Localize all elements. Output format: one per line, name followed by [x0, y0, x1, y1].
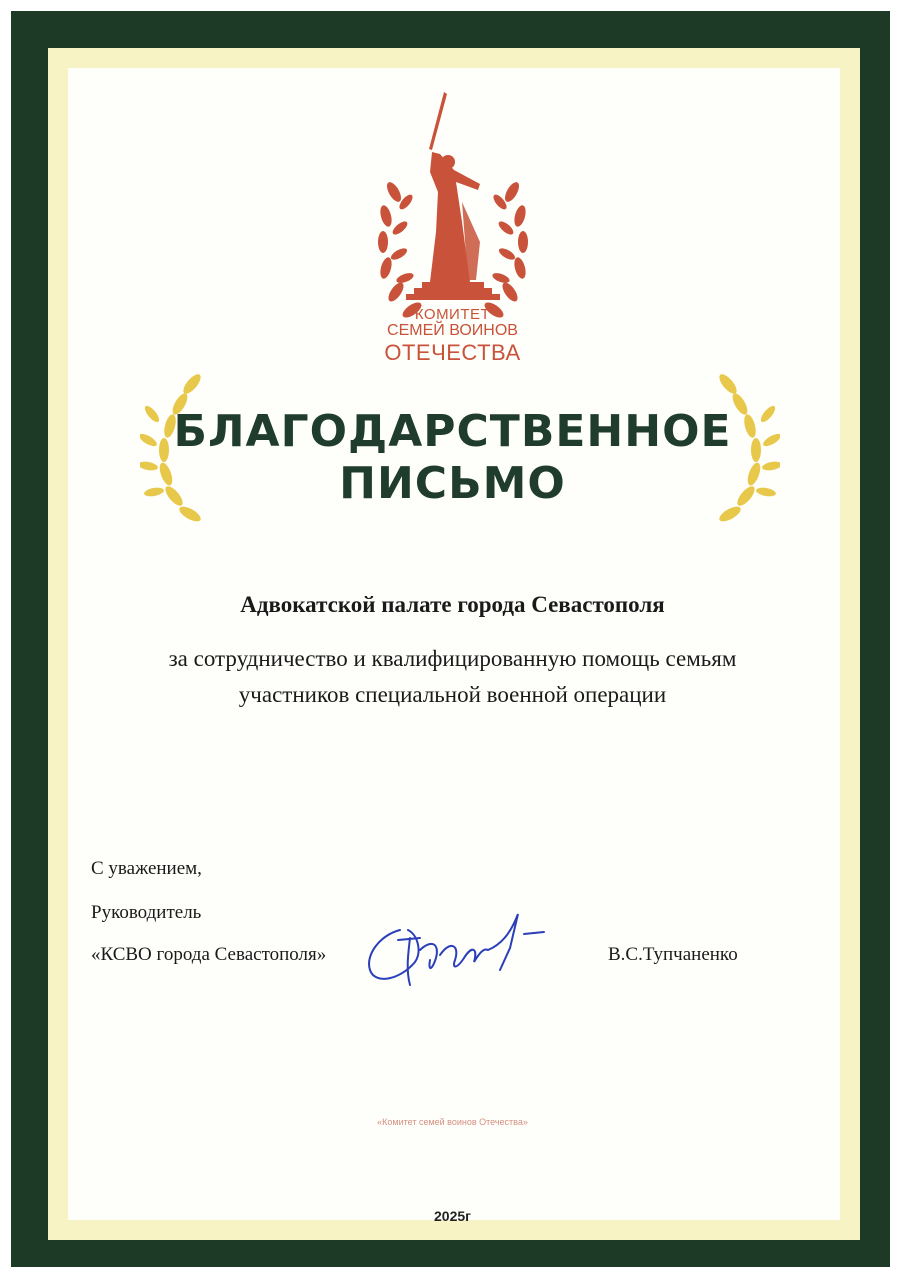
recipient: Адвокатской палате города Севастополя [240, 592, 665, 617]
signer-position: Руководитель [91, 902, 202, 923]
signer-name: В.С.Тупчаненко [608, 944, 738, 965]
logo-text-line3: ОТЕЧЕСТВА [384, 340, 521, 365]
handwritten-signature-icon [360, 900, 560, 995]
signer-organization: «КСВО города Севастополя» [91, 944, 327, 965]
letter-title-line2: ПИСЬМО [339, 458, 566, 509]
footer-organization: «Комитет семей воинов Отечества» [377, 1117, 528, 1127]
letter-title-line1: БЛАГОДАРСТВЕННОЕ [173, 406, 732, 457]
reason-line1: за сотрудничество и квалифицированную помощь семьям [168, 646, 737, 671]
letter-year: 2025г [434, 1208, 471, 1224]
logo-text-line2: СЕМЕЙ ВОИНОВ [387, 322, 518, 339]
monument-statue-icon [406, 92, 500, 300]
logo-text-line1: КОМИТЕТ [414, 306, 491, 323]
reason-line2: участников специальной военной операции [238, 682, 667, 707]
greeting: С уважением, [91, 858, 202, 879]
